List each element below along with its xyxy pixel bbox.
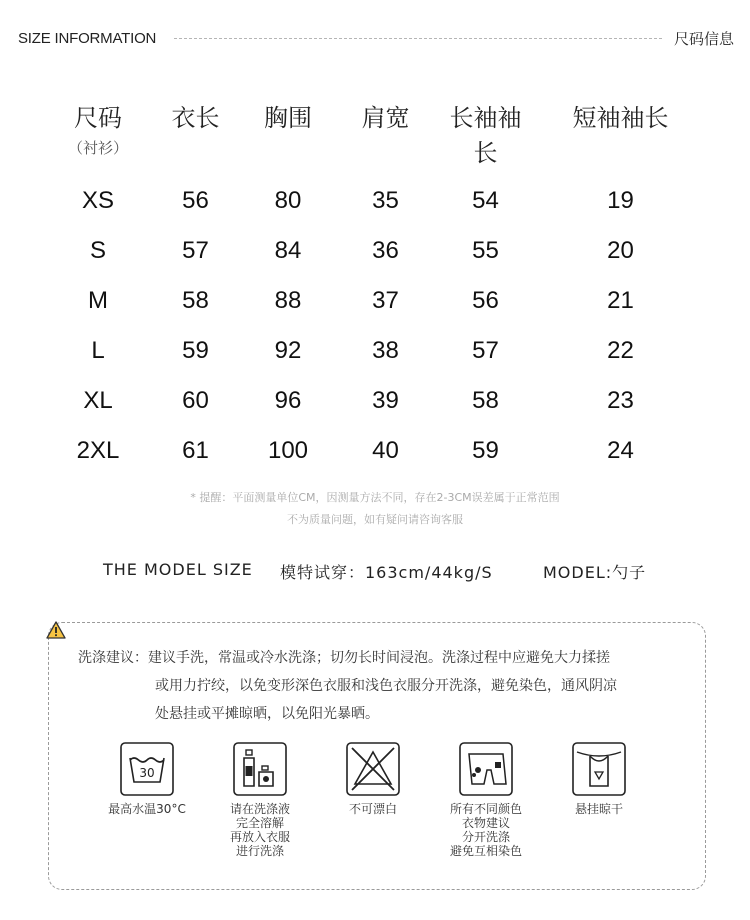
measurement-cell: 35 xyxy=(372,187,399,214)
warning-icon xyxy=(46,621,66,639)
section-header xyxy=(18,28,734,48)
care-item-separate xyxy=(431,742,541,858)
column-header: 短袖袖长 xyxy=(572,104,669,132)
measurement-cell: 38 xyxy=(372,337,399,364)
measurement-cell: 80 xyxy=(274,187,302,214)
measurement-cell: 96 xyxy=(274,387,302,414)
table-row xyxy=(48,376,708,426)
care-icons xyxy=(92,742,652,872)
size-label-cell: M xyxy=(88,287,108,314)
measurement-cell: 60 xyxy=(182,387,209,414)
wash-30-icon xyxy=(120,742,174,796)
table-row xyxy=(48,276,708,326)
column-header: 肩宽 xyxy=(361,104,410,132)
care-label: 悬挂晾干 xyxy=(574,802,623,816)
separate-wash-icon xyxy=(459,742,513,796)
care-line: 处悬挂或平摊晾晒，以免阳光暴晒。 xyxy=(155,706,379,722)
measurement-cell: 21 xyxy=(607,287,634,314)
care-label: 所有不同颜色 衣物建议 分开洗涤 避免互相染色 xyxy=(449,802,522,858)
column-header: 衣长 xyxy=(171,104,220,132)
section-title-en: SIZE INFORMATION xyxy=(18,29,157,47)
care-item-no-bleach xyxy=(318,742,428,816)
measurement-cell: 61 xyxy=(182,437,209,464)
care-text xyxy=(78,644,688,728)
measurement-cell: 23 xyxy=(607,387,634,414)
table-row xyxy=(48,426,708,476)
section-title-cn: 尺码信息 xyxy=(673,29,734,48)
measurement-cell: 56 xyxy=(472,287,499,314)
size-label-cell: XL xyxy=(83,387,113,414)
size-label-cell: S xyxy=(89,237,106,264)
care-label: 请在洗涤液 完全溶解 再放入衣服 进行洗涤 xyxy=(229,802,290,858)
measurement-cell: 24 xyxy=(607,437,634,464)
measurement-cell: 92 xyxy=(274,337,302,364)
table-row xyxy=(48,226,708,276)
care-item-detergent xyxy=(205,742,315,858)
measurement-cell: 100 xyxy=(267,437,309,464)
header-divider xyxy=(174,38,662,39)
measurement-cell: 22 xyxy=(607,337,634,364)
measurement-cell: 88 xyxy=(274,287,302,314)
model-size-title: THE MODEL SIZE xyxy=(103,560,253,579)
measurement-cell: 54 xyxy=(472,187,499,214)
care-label: 最高水温30°C xyxy=(108,802,186,816)
model-wear-info: 模特试穿：163cm/44kg/S xyxy=(280,563,493,582)
care-item-hang-dry xyxy=(544,742,654,816)
care-label: 不可漂白 xyxy=(348,802,397,816)
hang-dry-icon xyxy=(572,742,626,796)
model-name: MODEL:勺子 xyxy=(543,563,647,582)
no-bleach-icon xyxy=(346,742,400,796)
svg-text:30: 30 xyxy=(139,766,155,780)
measurement-cell: 36 xyxy=(372,237,399,264)
measurement-cell: 56 xyxy=(182,187,209,214)
detergent-icon xyxy=(233,742,287,796)
measurement-cell: 59 xyxy=(182,337,209,364)
measurement-cell: 57 xyxy=(472,337,499,364)
measurement-cell: 20 xyxy=(607,237,634,264)
column-header: 长袖袖长 xyxy=(449,104,522,167)
model-info xyxy=(0,560,750,582)
measurement-cell: 19 xyxy=(607,187,634,214)
size-table xyxy=(48,98,708,476)
care-line: 洗涤建议：建议手洗，常温或冷水洗涤；切勿长时间浸泡。洗涤过程中应避免大力揉搓 xyxy=(78,650,610,666)
measurement-cell: 39 xyxy=(372,387,399,414)
measurement-note: * 提醒：平面测量单位CM，因测量方法不同，存在2-3CM误差属于正常范围 xyxy=(190,491,560,504)
column-header: 尺码 （衬衫） xyxy=(48,98,148,176)
column-subheader: （衬衫） xyxy=(67,139,128,157)
measurement-cell: 55 xyxy=(472,237,499,264)
care-item-wash xyxy=(92,742,202,816)
measurement-cell: 37 xyxy=(372,287,399,314)
size-table-header xyxy=(48,98,708,176)
size-label-cell: XS xyxy=(81,187,114,214)
measurement-cell: 40 xyxy=(372,437,399,464)
measurement-cell: 84 xyxy=(274,237,302,264)
measurement-cell: 58 xyxy=(182,287,209,314)
size-label-cell: L xyxy=(91,337,105,364)
table-row xyxy=(48,326,708,376)
measurement-cell: 58 xyxy=(472,387,499,414)
care-line: 或用力拧绞，以免变形深色衣服和浅色衣服分开洗涤，避免染色，通风阴凉 xyxy=(155,678,617,694)
measurement-cell: 59 xyxy=(472,437,499,464)
measurement-note-2: 不为质量问题，如有疑问请咨询客服 xyxy=(287,513,463,526)
table-row xyxy=(48,176,708,226)
size-label-cell: 2XL xyxy=(76,437,120,464)
measurement-cell: 57 xyxy=(182,237,209,264)
column-header: 胸围 xyxy=(264,104,312,132)
